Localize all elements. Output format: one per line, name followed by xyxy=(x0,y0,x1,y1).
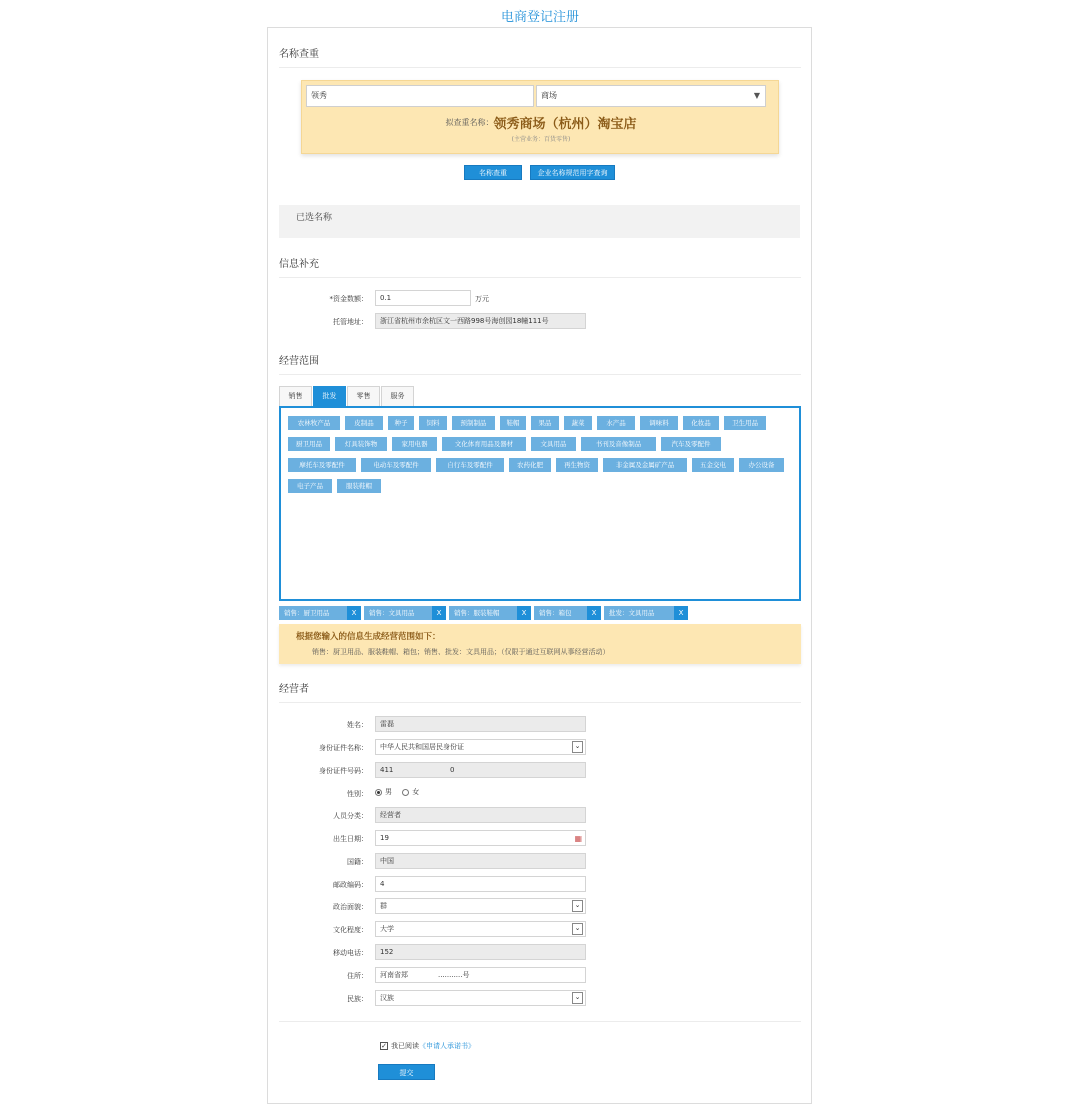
scope-chip[interactable]: 电动车及零配件 xyxy=(361,458,431,472)
birth-date-input[interactable] xyxy=(375,830,586,846)
scope-chip[interactable]: 五金交电 xyxy=(692,458,734,472)
scope-chip[interactable]: 预制制品 xyxy=(452,416,495,430)
id-number-tail: 0 xyxy=(450,766,455,774)
chosen-name-box xyxy=(279,205,800,238)
postcode-input[interactable]: 4 xyxy=(375,876,586,892)
scope-chip[interactable]: 皮制品 xyxy=(345,416,383,430)
nationality-label: 国籍： xyxy=(347,858,368,866)
scope-chip[interactable]: 水产品 xyxy=(597,416,635,430)
education-label: 文化程度： xyxy=(333,926,368,934)
industry-select-value: 商场 xyxy=(541,91,557,100)
gender-female-label: 女 xyxy=(412,788,420,796)
scope-chip[interactable]: 化妆品 xyxy=(683,416,719,430)
name-check-section-title: 名称查重 xyxy=(279,49,319,60)
chevron-down-icon: ⌄ xyxy=(572,900,583,912)
scope-chip[interactable]: 摩托车及零配件 xyxy=(288,458,356,472)
residence-input[interactable] xyxy=(375,967,586,983)
phone-label: 移动电话： xyxy=(333,949,368,957)
selected-scope-tag xyxy=(364,606,446,620)
scope-chip[interactable]: 办公设备 xyxy=(739,458,784,472)
info-section-title: 信息补充 xyxy=(279,259,319,270)
id-number-label: 身份证件号码： xyxy=(319,767,368,775)
birth-date-label: 出生日期： xyxy=(333,835,368,843)
scope-chip[interactable]: 汽车及零配件 xyxy=(661,437,721,451)
capital-unit: 万元 xyxy=(475,295,489,303)
section-divider xyxy=(279,67,801,68)
id-type-select[interactable] xyxy=(375,739,586,755)
scope-chip[interactable]: 蔬菜 xyxy=(564,416,592,430)
selected-scope-tag-label: 销售：厨卫用品 xyxy=(284,609,330,617)
selected-scope-tag-label: 批发：文具用品 xyxy=(609,609,655,617)
tab-sales[interactable]: 销售 xyxy=(279,386,312,406)
tab-service[interactable]: 服务 xyxy=(381,386,414,406)
selected-scope-tag-label: 销售：箱包 xyxy=(539,609,572,617)
gender-male-label: 男 xyxy=(385,788,392,796)
capital-label: *资金数额： xyxy=(329,295,368,303)
scope-chip[interactable]: 果品 xyxy=(531,416,559,430)
scope-chip[interactable]: 农药化肥 xyxy=(509,458,551,472)
remove-tag-button[interactable]: X xyxy=(347,606,361,620)
agreement-text: 我已阅读 xyxy=(391,1042,419,1050)
name-input[interactable]: 领秀 xyxy=(306,85,534,107)
scope-chip[interactable]: 农林牧产品 xyxy=(288,416,340,430)
scope-chip[interactable]: 文化体育用品及器材 xyxy=(442,437,526,451)
id-type-label: 身份证件名称： xyxy=(319,744,368,752)
industry-select[interactable] xyxy=(536,85,766,107)
gender-label: 性别： xyxy=(347,790,368,798)
operator-section-title: 经营者 xyxy=(279,684,309,695)
selected-scope-tag xyxy=(534,606,601,620)
category-input: 经营者 xyxy=(375,807,586,823)
chevron-down-icon: ⌄ xyxy=(572,923,583,935)
operator-name-input: 雷磊 xyxy=(375,716,586,732)
scope-section-title: 经营范围 xyxy=(279,356,319,367)
ethnicity-label: 民族： xyxy=(347,995,368,1003)
residence-value: 河南省郑 xyxy=(380,971,408,979)
tab-wholesale[interactable]: 批发 xyxy=(313,386,346,406)
section-divider xyxy=(279,374,801,375)
postcode-label: 邮政编码： xyxy=(333,881,368,889)
generated-scope-title: 根据您输入的信息生成经营范围如下： xyxy=(296,632,441,642)
chevron-down-icon: ▼ xyxy=(753,91,760,100)
commitment-link[interactable]: 《申请人承诺书》 xyxy=(419,1042,475,1050)
scope-chip[interactable]: 饲料 xyxy=(419,416,447,430)
page-title: 电商登记注册 xyxy=(500,10,579,25)
address-input: 浙江省杭州市余杭区文一西路998号海创园18幢111号 xyxy=(375,313,586,329)
remove-tag-button[interactable]: X xyxy=(674,606,688,620)
residence-label: 住所： xyxy=(347,972,368,980)
chosen-name-label: 已选名称 xyxy=(296,213,333,223)
remove-tag-button[interactable]: X xyxy=(587,606,601,620)
preview-label: 拟查重名称： xyxy=(445,118,494,127)
id-number-value: 411 xyxy=(380,766,394,774)
generated-scope-panel xyxy=(279,624,801,664)
scope-chip[interactable]: 书刊及音像制品 xyxy=(581,437,656,451)
scope-chip[interactable]: 厨卫用品 xyxy=(288,437,330,451)
politics-select[interactable] xyxy=(375,898,586,914)
id-type-value: 中华人民共和国居民身份证 xyxy=(380,743,464,751)
phone-input: 152 xyxy=(375,944,586,960)
gender-radio-group xyxy=(375,787,419,797)
selected-scope-tag xyxy=(604,606,688,620)
chevron-down-icon: ⌄ xyxy=(572,992,583,1004)
residence-tail: ...........号 xyxy=(438,971,470,979)
ethnicity-value: 汉族 xyxy=(380,994,394,1002)
ethnicity-select[interactable] xyxy=(375,990,586,1006)
scope-chip[interactable]: 卫生用品 xyxy=(724,416,766,430)
preview-name: 领秀商场（杭州）淘宝店 xyxy=(493,117,637,132)
agreement-checkbox[interactable]: ✓ xyxy=(381,1042,387,1050)
nationality-input: 中国 xyxy=(375,853,586,869)
scope-chip[interactable]: 文具用品 xyxy=(531,437,576,451)
birth-date-value: 19 xyxy=(380,834,389,842)
remove-tag-button[interactable]: X xyxy=(432,606,446,620)
scope-chip[interactable]: 再生物资 xyxy=(556,458,598,472)
tab-retail[interactable]: 零售 xyxy=(347,386,380,406)
selected-scope-tag-label: 销售：服装鞋帽 xyxy=(454,609,500,617)
scope-chip[interactable]: 非金属及金属矿产品 xyxy=(603,458,687,472)
submit-button[interactable]: 提交 xyxy=(378,1064,435,1080)
section-divider xyxy=(279,702,801,703)
capital-input[interactable]: 0.1 xyxy=(375,290,471,306)
scope-chip[interactable]: 电子产品 xyxy=(288,479,332,493)
scope-chip[interactable]: 服装鞋帽 xyxy=(337,479,381,493)
remove-tag-button[interactable]: X xyxy=(517,606,531,620)
scope-options-box xyxy=(279,406,801,601)
scope-chip[interactable]: 种子 xyxy=(388,416,414,430)
selected-scope-tag xyxy=(279,606,361,620)
selected-scope-tag-label: 销售：文具用品 xyxy=(369,609,415,617)
address-label: 托管地址： xyxy=(333,318,368,326)
scope-chip[interactable]: 灯具装饰物 xyxy=(335,437,387,451)
operator-name-label: 姓名： xyxy=(347,721,368,729)
education-value: 大学 xyxy=(380,925,394,933)
category-label: 人员分类： xyxy=(333,812,368,820)
section-divider xyxy=(279,1021,801,1022)
generated-scope-text: 销售：厨卫用品、服装鞋帽、箱包；销售、批发：文具用品；（仅限于通过互联网从事经营活动） xyxy=(312,648,610,656)
name-standard-query-button[interactable]: 企业名称规范用字查询 xyxy=(530,165,615,180)
politics-value: 群 xyxy=(380,902,387,910)
politics-label: 政治面貌： xyxy=(333,903,368,911)
calendar-icon[interactable]: ▦ xyxy=(574,834,582,843)
scope-chip[interactable]: 鞋帽 xyxy=(500,416,526,430)
scope-chip[interactable]: 家用电器 xyxy=(392,437,437,451)
scope-chip[interactable]: 自行车及零配件 xyxy=(436,458,504,472)
preview-hint: (主营业务：百货零售) xyxy=(511,136,571,143)
agreement-row xyxy=(380,1041,475,1051)
id-number-input xyxy=(375,762,586,778)
education-select[interactable] xyxy=(375,921,586,937)
gender-female-radio[interactable] xyxy=(402,789,409,796)
gender-male-radio[interactable] xyxy=(375,789,382,796)
selected-scope-tag xyxy=(449,606,531,620)
name-check-panel xyxy=(301,80,779,154)
name-check-button[interactable]: 名称查重 xyxy=(464,165,522,180)
chevron-down-icon: ⌄ xyxy=(572,741,583,753)
section-divider xyxy=(279,277,801,278)
registration-form xyxy=(267,27,812,1104)
name-preview xyxy=(302,113,780,132)
scope-chip[interactable]: 调味料 xyxy=(640,416,678,430)
